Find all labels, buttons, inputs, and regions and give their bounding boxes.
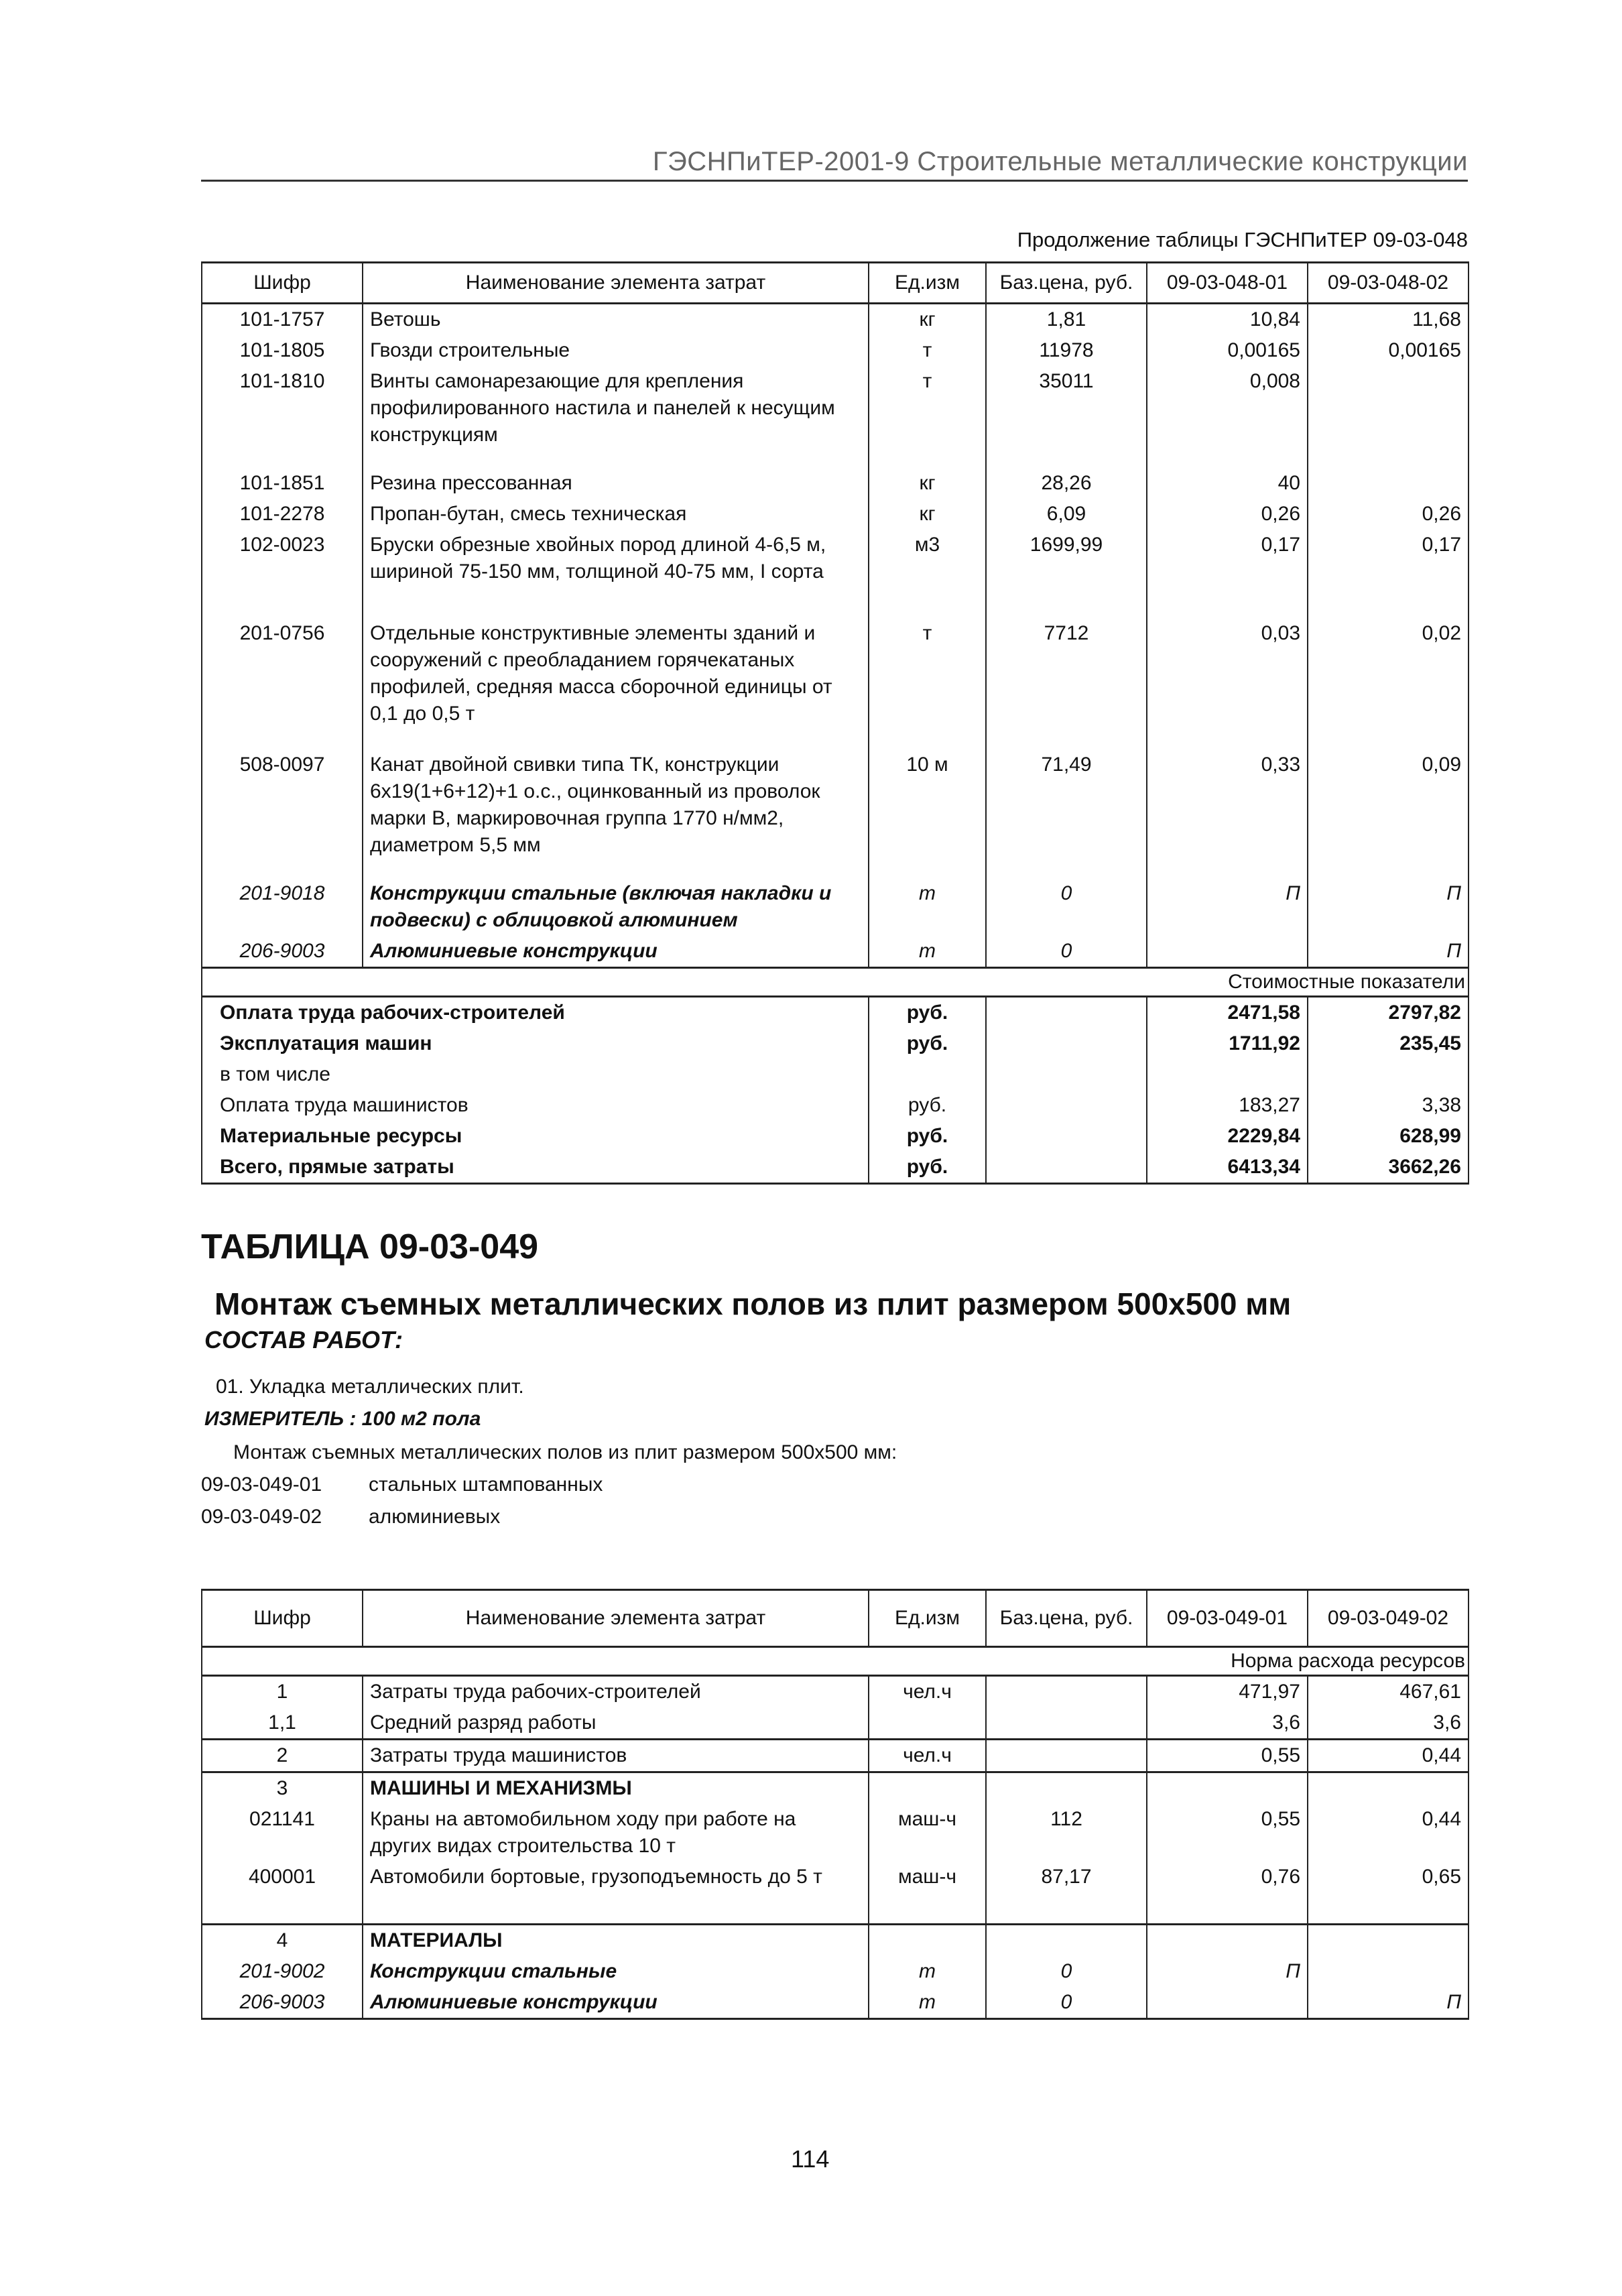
- row-name: Канат двойной свивки типа ТК, конструкции 6х19(1+6+12)+1 о.с., оцинкованный из проволок марки В, маркировочная группа 1770 н/мм2, диаметром 5,5 мм: [363, 749, 869, 861]
- row-name: Резина прессованная: [363, 468, 869, 499]
- column-header: Баз.цена, руб.: [986, 1590, 1147, 1647]
- row-name: Конструкции стальные (включая накладки и подвески) с облицовкой алюминием: [363, 878, 869, 936]
- row-value-2: 0,09: [1308, 749, 1469, 861]
- row-name: Бруски обрезные хвойных пород длиной 4-6,5 м, шириной 75-150 мм, толщиной 40-75 мм, I сорта: [363, 530, 869, 587]
- running-header-title: ГЭСНПиТЕР-2001-9 Строительные металлические конструкции: [652, 147, 1468, 176]
- cost-unit: руб.: [869, 1028, 986, 1059]
- row-name: Затраты труда рабочих-строителей: [363, 1676, 869, 1708]
- row-price: [986, 1740, 1147, 1772]
- table-subtitle: Монтаж съемных металлических полов из плит размером 500х500 мм: [214, 1286, 1292, 1321]
- cost-value-1: 183,27: [1147, 1090, 1308, 1121]
- row-code: 101-1851: [202, 468, 363, 499]
- row-code: 4: [202, 1925, 363, 1957]
- cost-label: Материальные ресурсы: [202, 1121, 869, 1152]
- cost-value-2: [1308, 1059, 1469, 1090]
- table-row: [202, 1707, 1469, 1740]
- row-value-2: 3,6: [1308, 1707, 1469, 1740]
- cost-value-2: 2797,82: [1308, 997, 1469, 1029]
- table-row: [202, 749, 1469, 861]
- section-heading: МАШИНЫ И МЕХАНИЗМЫ: [363, 1772, 869, 1805]
- cost-label: Оплата труда машинистов: [202, 1090, 869, 1121]
- column-header: 09-03-048-01: [1147, 263, 1308, 304]
- row-code: 508-0097: [202, 749, 363, 861]
- running-header: [201, 139, 1468, 182]
- page-number: 114: [791, 2145, 830, 2173]
- cost-value-2: 235,45: [1308, 1028, 1469, 1059]
- cost-unit: руб.: [869, 1152, 986, 1184]
- resource-table-049: [201, 1589, 1469, 2020]
- row-price: 1699,99: [986, 530, 1147, 587]
- row-price: [986, 1925, 1147, 1957]
- row-name: Затраты труда машинистов: [363, 1740, 869, 1772]
- cost-row: [202, 1090, 1469, 1121]
- row-unit: чел.ч: [869, 1676, 986, 1708]
- cost-value-1: [1147, 1059, 1308, 1090]
- table-row: [202, 499, 1469, 530]
- work-item: 01. Укладка металлических плит.: [216, 1376, 524, 1398]
- row-unit: кг: [869, 304, 986, 336]
- row-spacer: [202, 861, 1469, 878]
- row-price: 0: [986, 936, 1147, 968]
- row-name: Автомобили бортовые, грузоподъемность до 5 т: [363, 1862, 869, 1892]
- row-value-1: 0,03: [1147, 618, 1308, 729]
- row-price: 11978: [986, 335, 1147, 366]
- column-header: Шифр: [202, 263, 363, 304]
- row-code: 101-2278: [202, 499, 363, 530]
- row-value-1: 0,76: [1147, 1862, 1308, 1892]
- cost-value-1: 2229,84: [1147, 1121, 1308, 1152]
- cost-value-1: 6413,34: [1147, 1152, 1308, 1184]
- column-header: 09-03-049-01: [1147, 1590, 1308, 1647]
- row-value-1: 0,26: [1147, 499, 1308, 530]
- row-value-2: П: [1308, 1987, 1469, 2019]
- row-price: 1,81: [986, 304, 1147, 336]
- row-value-2: 11,68: [1308, 304, 1469, 336]
- row-unit: [869, 1925, 986, 1957]
- table-title: ТАБЛИЦА 09-03-049: [201, 1227, 539, 1266]
- table-row: [202, 1804, 1469, 1862]
- row-unit: т: [869, 1956, 986, 1987]
- row-unit: кг: [869, 468, 986, 499]
- row-value-1: [1147, 1987, 1308, 2019]
- row-code: 2: [202, 1740, 363, 1772]
- cost-value-1: 2471,58: [1147, 997, 1308, 1029]
- row-code: 102-0023: [202, 530, 363, 587]
- table-header-row: [202, 1590, 1469, 1647]
- row-value-2: 0,00165: [1308, 335, 1469, 366]
- row-spacer: [202, 729, 1469, 749]
- section-description: Монтаж съемных металлических полов из плит размером 500х500 мм:: [233, 1441, 897, 1463]
- section-heading: МАТЕРИАЛЫ: [363, 1925, 869, 1957]
- row-value-1: 0,17: [1147, 530, 1308, 587]
- row-code: 201-0756: [202, 618, 363, 729]
- variant-line: [201, 1473, 603, 1496]
- row-name: Конструкции стальные: [363, 1956, 869, 1987]
- row-spacer: [202, 450, 1469, 468]
- row-price: 0: [986, 878, 1147, 936]
- row-value-1: 3,6: [1147, 1707, 1308, 1740]
- row-value-1: 40: [1147, 468, 1308, 499]
- row-price: 7712: [986, 618, 1147, 729]
- column-header: Ед.изм: [869, 1590, 986, 1647]
- cost-band-label: Стоимостные показатели: [202, 968, 1469, 997]
- row-unit: чел.ч: [869, 1740, 986, 1772]
- cost-label: в том числе: [202, 1059, 869, 1090]
- table-row: [202, 366, 1469, 450]
- row-value-2: 0,02: [1308, 618, 1469, 729]
- row-name: Винты самонарезающие для крепления профилированного настила и панелей к несущим конструкциям: [363, 366, 869, 450]
- row-unit: т: [869, 335, 986, 366]
- row-price: 112: [986, 1804, 1147, 1862]
- row-spacer: [202, 1892, 1469, 1925]
- row-value-1: [1147, 1925, 1308, 1957]
- row-name: Краны на автомобильном ходу при работе на других видах строительства 10 т: [363, 1804, 869, 1862]
- cost-unit: руб.: [869, 997, 986, 1029]
- row-name: Пропан-бутан, смесь техническая: [363, 499, 869, 530]
- column-header: Баз.цена, руб.: [986, 263, 1147, 304]
- row-price: 6,09: [986, 499, 1147, 530]
- resource-table-048: [201, 261, 1469, 1185]
- row-code: 101-1805: [202, 335, 363, 366]
- row-price: 0: [986, 1987, 1147, 2019]
- cost-label: Эксплуатация машин: [202, 1028, 869, 1059]
- row-price: 28,26: [986, 468, 1147, 499]
- cost-value-2: 3,38: [1308, 1090, 1469, 1121]
- row-unit: т: [869, 366, 986, 450]
- cost-value-2: 3662,26: [1308, 1152, 1469, 1184]
- row-unit: [869, 1772, 986, 1805]
- row-value-2: 0,26: [1308, 499, 1469, 530]
- cost-row: [202, 1152, 1469, 1184]
- cost-row: [202, 997, 1469, 1029]
- row-unit: т: [869, 618, 986, 729]
- row-code: 201-9018: [202, 878, 363, 936]
- column-header: Наименование элемента затрат: [363, 1590, 869, 1647]
- row-value-2: 0,44: [1308, 1740, 1469, 1772]
- row-code: 400001: [202, 1862, 363, 1892]
- row-price: [986, 1676, 1147, 1708]
- column-header: Шифр: [202, 1590, 363, 1647]
- table-continuation-note: Продолжение таблицы ГЭСНПиТЕР 09-03-048: [1017, 228, 1468, 251]
- row-code: 021141: [202, 1804, 363, 1862]
- row-price: [986, 1772, 1147, 1805]
- row-name: Средний разряд работы: [363, 1707, 869, 1740]
- column-header: 09-03-048-02: [1308, 263, 1469, 304]
- row-value-1: 471,97: [1147, 1676, 1308, 1708]
- row-value-2: [1308, 1772, 1469, 1805]
- row-name: Гвозди строительные: [363, 335, 869, 366]
- row-value-1: П: [1147, 878, 1308, 936]
- row-unit: маш-ч: [869, 1804, 986, 1862]
- row-value-2: 467,61: [1308, 1676, 1469, 1708]
- cost-unit: руб.: [869, 1090, 986, 1121]
- table-row: [202, 335, 1469, 366]
- variant-label: алюминиевых: [369, 1506, 501, 1528]
- row-price: 35011: [986, 366, 1147, 450]
- row-value-1: П: [1147, 1956, 1308, 1987]
- row-code: 206-9003: [202, 936, 363, 968]
- table-row: [202, 618, 1469, 729]
- row-value-1: [1147, 1772, 1308, 1805]
- work-composition-heading: СОСТАВ РАБОТ:: [204, 1326, 403, 1353]
- cost-value-2: 628,99: [1308, 1121, 1469, 1152]
- cost-unit: руб.: [869, 1121, 986, 1152]
- row-value-1: 0,55: [1147, 1740, 1308, 1772]
- table-row: [202, 468, 1469, 499]
- row-value-2: 0,44: [1308, 1804, 1469, 1862]
- row-price: [986, 1707, 1147, 1740]
- row-value-2: 0,17: [1308, 530, 1469, 587]
- row-unit: т: [869, 936, 986, 968]
- norm-band-label: Норма расхода ресурсов: [202, 1647, 1469, 1676]
- row-value-2: [1308, 468, 1469, 499]
- row-value-2: 0,65: [1308, 1862, 1469, 1892]
- row-unit: т: [869, 1987, 986, 2019]
- variant-code: 09-03-049-02: [201, 1506, 322, 1528]
- table-row: [202, 530, 1469, 587]
- table-row: [202, 1772, 1469, 1805]
- table-header-row: [202, 263, 1469, 304]
- row-price: 0: [986, 1956, 1147, 1987]
- norm-band-row: [202, 1647, 1469, 1676]
- row-name: Отдельные конструктивные элементы зданий и сооружений с преобладанием горячекатаных профилей, средняя масса сборочной единицы от 0,1 до 0,5 т: [363, 618, 869, 729]
- row-name: Алюминиевые конструкции: [363, 936, 869, 968]
- row-name: Алюминиевые конструкции: [363, 1987, 869, 2019]
- table-row: [202, 1956, 1469, 1987]
- row-value-1: 0,00165: [1147, 335, 1308, 366]
- measurement-unit: ИЗМЕРИТЕЛЬ : 100 м2 пола: [204, 1408, 481, 1430]
- row-unit: 10 м: [869, 749, 986, 861]
- row-value-1: 0,33: [1147, 749, 1308, 861]
- column-header: Наименование элемента затрат: [363, 263, 869, 304]
- column-header: Ед.изм: [869, 263, 986, 304]
- cost-row: [202, 1028, 1469, 1059]
- variant-code: 09-03-049-01: [201, 1473, 322, 1496]
- row-unit: [869, 1707, 986, 1740]
- cost-label: Оплата труда рабочих-строителей: [202, 997, 869, 1029]
- cost-unit: [869, 1059, 986, 1090]
- cost-row: [202, 1121, 1469, 1152]
- row-unit: кг: [869, 499, 986, 530]
- row-value-2: [1308, 366, 1469, 450]
- row-value-2: П: [1308, 936, 1469, 968]
- row-value-1: 0,55: [1147, 1804, 1308, 1862]
- row-value-2: [1308, 1925, 1469, 1957]
- table-row: [202, 1925, 1469, 1957]
- row-unit: м3: [869, 530, 986, 587]
- cost-band-row: [202, 968, 1469, 997]
- row-code: 101-1810: [202, 366, 363, 450]
- row-price: 71,49: [986, 749, 1147, 861]
- row-code: 1: [202, 1676, 363, 1708]
- variant-label: стальных штампованных: [369, 1473, 603, 1496]
- cost-row: [202, 1059, 1469, 1090]
- row-value-1: 10,84: [1147, 304, 1308, 336]
- row-value-1: [1147, 936, 1308, 968]
- table-row: [202, 878, 1469, 936]
- table-row: [202, 1740, 1469, 1772]
- table-row: [202, 304, 1469, 336]
- table-row: [202, 936, 1469, 968]
- row-code: 206-9003: [202, 1987, 363, 2019]
- row-price: 87,17: [986, 1862, 1147, 1892]
- table-row: [202, 1676, 1469, 1708]
- row-name: Ветошь: [363, 304, 869, 336]
- row-code: 1,1: [202, 1707, 363, 1740]
- row-unit: т: [869, 878, 986, 936]
- row-value-2: [1308, 1956, 1469, 1987]
- cost-label: Всего, прямые затраты: [202, 1152, 869, 1184]
- row-code: 101-1757: [202, 304, 363, 336]
- row-value-1: 0,008: [1147, 366, 1308, 450]
- row-unit: маш-ч: [869, 1862, 986, 1892]
- variant-line: [201, 1506, 500, 1528]
- cost-value-1: 1711,92: [1147, 1028, 1308, 1059]
- row-spacer: [202, 587, 1469, 618]
- row-value-2: П: [1308, 878, 1469, 936]
- row-code: 3: [202, 1772, 363, 1805]
- column-header: 09-03-049-02: [1308, 1590, 1469, 1647]
- table-row: [202, 1862, 1469, 1892]
- row-code: 201-9002: [202, 1956, 363, 1987]
- table-row: [202, 1987, 1469, 2019]
